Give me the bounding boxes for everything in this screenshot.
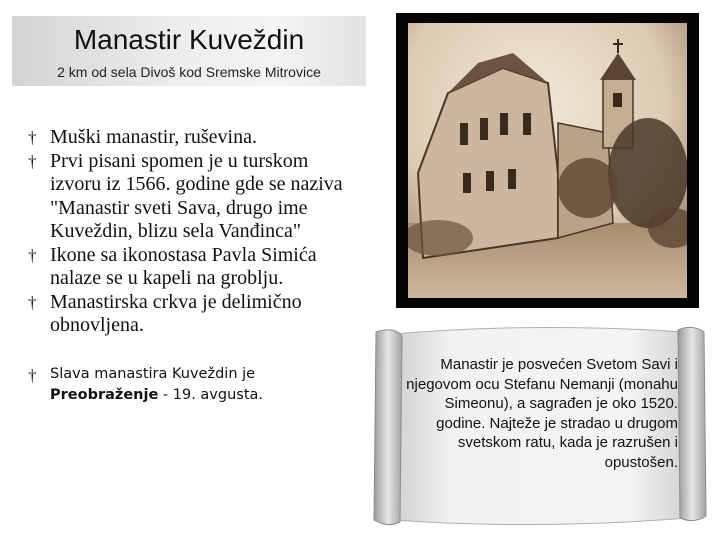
scroll-text: Manastir je posvećen Svetom Savi i njegovom ocu Stefanu Nemanji (monahu Simeonu), a sagrađen je oko 1520. godine. Najteže je stradao u drugom svetskom ratu, kada je razrušen i opustošen. (406, 356, 678, 471)
slava-date: - 19. avgusta. (162, 386, 264, 403)
cross-bullet-icon: † (28, 365, 37, 385)
list-item (28, 244, 358, 291)
ruin-window (460, 123, 468, 145)
cross-bullet-icon: † (28, 128, 37, 147)
page-subtitle: 2 km od sela Divoš kod Sremske Mitrovice (57, 64, 321, 80)
tree (558, 158, 618, 218)
cross-bullet-icon: † (28, 245, 37, 265)
ruin-window (463, 173, 471, 193)
slava-feast: Preobraženje (50, 386, 159, 403)
page-title: Manastir Kuveždin (73, 24, 305, 55)
scroll-right-roll (678, 327, 706, 520)
ruin-window (500, 113, 508, 135)
title-box (12, 16, 366, 86)
list-item-text: Prvi pisani spomen je u turskom izvoru iz 1566. godine gde se naziva "Manastir sveti Sava, drugo ime Kuveždin, blizu sela Vanđinca" (50, 149, 343, 242)
monastery-ruin-photo (408, 23, 687, 298)
list-item-text: Muški manastir, ruševina. (50, 126, 257, 148)
ruin-window (508, 169, 516, 189)
monastery-photo-frame (396, 13, 699, 308)
ruin-window (523, 113, 531, 135)
bullet-list (28, 126, 358, 406)
cross-bullet-icon: † (28, 151, 37, 171)
ruin-window (480, 118, 488, 140)
list-item-text: Ikone sa ikonostasa Pavla Simića nalaze se u kapeli na groblju. (50, 243, 317, 289)
slava-item (28, 364, 358, 406)
scroll-left-roll (374, 330, 402, 525)
list-item (28, 150, 358, 244)
list-item (28, 126, 358, 150)
ruin-window (486, 171, 494, 191)
tower-window (613, 93, 622, 107)
cross-bullet-icon: † (28, 292, 37, 312)
slava-prefix: Slava manastira Kuveždin je (50, 365, 256, 382)
list-item (28, 291, 358, 338)
parchment-scroll (366, 322, 712, 530)
list-item-text: Manastirska crkva je delimično obnovljena. (50, 290, 302, 336)
